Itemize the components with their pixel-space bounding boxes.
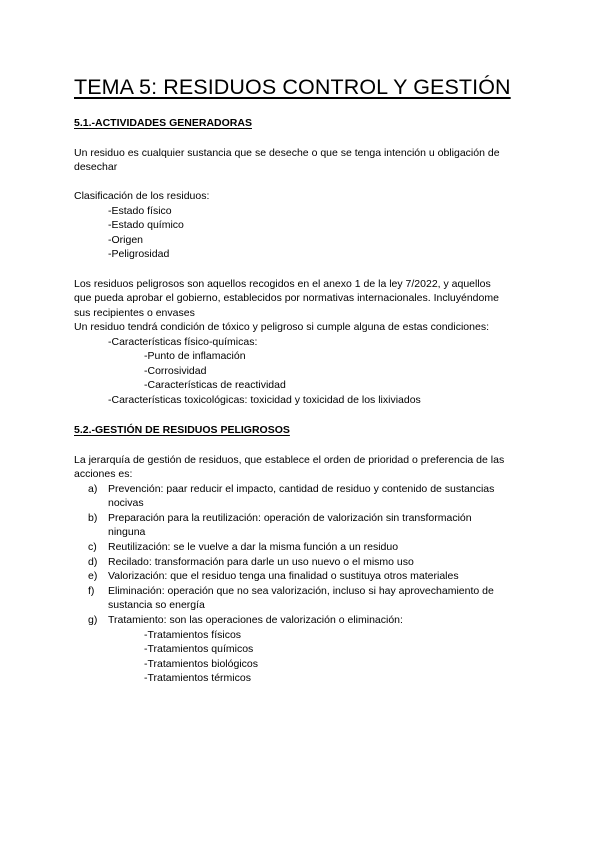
list-item-text: Preparación para la reutilización: operación de valorización sin transformación [108,512,472,524]
list-marker: e) [88,570,98,582]
section-heading-5-2: 5.2.-GESTIÓN DE RESIDUOS PELIGROSOS [74,424,290,436]
list-item-text: Eliminación: operación que no sea valorización, incluso si hay aprovechamiento de [108,585,494,597]
list-marker: g) [88,614,98,626]
list-marker: b) [88,512,98,524]
classification-title: Clasificación de los residuos: [74,190,210,202]
classification-item: -Origen [108,234,144,246]
list-item-text: Reutilización: se le vuelve a dar la misma función a un residuo [108,541,399,553]
classification-item: -Estado físico [108,205,172,217]
classification-item: -Estado químico [108,219,184,231]
toxicological-line: -Características toxicológicas: toxicidad y toxicidad de los lixiviados [108,394,421,406]
treatment-item: -Tratamientos térmicos [144,672,251,684]
definition-line: desechar [74,161,118,173]
condition-line: Un residuo tendrá condición de tóxico y peligroso si cumple alguna de estas condiciones: [74,321,489,333]
list-marker: a) [88,483,98,495]
intro-line: La jerarquía de gestión de residuos, que establece el orden de prioridad o preferencia de las [74,454,505,466]
list-item-text: sustancia so energía [108,599,205,611]
list-item-text: Tratamiento: son las operaciones de valorización o eliminación: [108,614,403,626]
list-item-text: Recilado: transformación para darle un uso nuevo o el mismo uso [108,556,414,568]
physchem-item: -Punto de inflamación [144,350,246,362]
treatment-item: -Tratamientos físicos [144,629,242,641]
list-item-text: nocivas [108,497,144,509]
treatment-item: -Tratamientos biológicos [144,658,258,670]
hazardous-paragraph-line: sus recipientes o envases [74,307,195,319]
treatment-item: -Tratamientos químicos [144,643,254,655]
classification-item: -Peligrosidad [108,248,170,260]
page-title: TEMA 5: RESIDUOS CONTROL Y GESTIÓN [74,75,511,99]
list-item-text: ninguna [108,526,146,538]
hazardous-paragraph-line: Los residuos peligrosos son aquellos recogidos en el anexo 1 de la ley 7/2022, y aquellos [74,278,491,290]
physchem-item: -Características de reactividad [144,379,286,391]
physchem-title: -Características físico-químicas: [108,336,258,348]
list-item-text: Prevención: paar reducir el impacto, cantidad de residuo y contenido de sustancias [108,483,495,495]
list-item-text: Valorización: que el residuo tenga una finalidad o sustituya otros materiales [108,570,459,582]
list-marker: f) [88,585,95,597]
section-heading-5-1: 5.1.-ACTIVIDADES GENERADORAS [74,117,252,129]
physchem-item: -Corrosividad [144,365,207,377]
list-marker: c) [88,541,97,553]
definition-line: Un residuo es cualquier sustancia que se deseche o que se tenga intención u obligación de [74,147,500,159]
intro-line: acciones es: [74,468,133,480]
hazardous-paragraph-line: que pueda aprobar el gobierno, establecidos por normativas internacionales. Incluyéndome [74,292,499,304]
list-marker: d) [88,556,98,568]
